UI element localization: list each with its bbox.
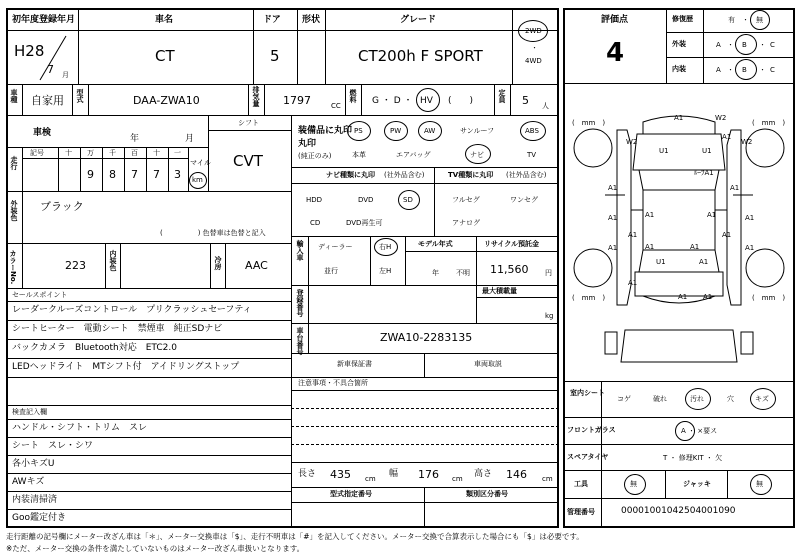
divider <box>253 8 254 84</box>
divider <box>6 509 291 510</box>
dim-unit: cm <box>452 475 463 483</box>
tire-mm-mark: ( mm ) <box>572 119 606 127</box>
footer-line-1: 走行距離の記号欄にメーター改ざん車は「＊」、メーター交換車は「$」、走行不明車は「#」を記入してください。メーター交換で合算表示した場合にも「$」は必要です。 <box>6 532 584 541</box>
divider <box>510 84 511 115</box>
divider <box>6 339 291 340</box>
divider <box>88 84 89 115</box>
divider <box>225 243 226 288</box>
divider <box>665 470 666 498</box>
tv-item: ワンセグ <box>510 196 538 204</box>
tire-mm-mark: ( mm ) <box>572 294 606 302</box>
fuel-selected: HV <box>420 96 433 106</box>
repair-dot: ・ <box>742 16 749 24</box>
divider <box>434 167 435 236</box>
grade-value: CT200h F SPORT <box>358 47 483 65</box>
grade-option: B <box>742 41 747 49</box>
sales-point: バックカメラ Bluetooth対応 ETC2.0 <box>12 343 177 353</box>
divider <box>6 358 291 359</box>
mileage-digit: 9 <box>87 168 94 181</box>
km-label: km <box>192 176 203 184</box>
inspector-note: 各小キズU <box>12 459 55 469</box>
warranty-label: 新車保証書 <box>337 360 372 368</box>
repair-option: 有 <box>728 16 735 24</box>
divider <box>476 236 477 323</box>
damage-code: A1 <box>678 293 688 301</box>
divider <box>6 473 291 474</box>
digit-label: 十 <box>65 149 72 157</box>
class-no-label: 類別区分番号 <box>466 490 508 498</box>
tv-kind-sub: (社外品含む) <box>506 171 547 179</box>
divider <box>264 84 265 115</box>
divider <box>120 243 121 288</box>
damage-code: A1 <box>645 211 655 219</box>
divider <box>58 147 59 191</box>
reg-no-label: 登録番号 <box>296 289 304 317</box>
notes-label: 注意事項・不具合箇所 <box>298 379 368 387</box>
navi-item: HDD <box>306 196 323 204</box>
interior-label: 内装 <box>672 65 686 73</box>
damage-code: W2 <box>741 138 753 146</box>
grade-dot: ・ <box>759 66 766 74</box>
inspector-note: AWキズ <box>12 477 45 487</box>
tv-item: フルセグ <box>452 196 480 204</box>
divider <box>22 243 23 288</box>
interior-seat-label: 室内シート <box>570 389 605 397</box>
navi-kind-sub: (社外品含む) <box>384 171 425 179</box>
seat-option: 破れ <box>653 395 667 403</box>
navi-item: DVD <box>358 196 374 204</box>
divider <box>22 158 188 159</box>
disp-value: 1797 <box>283 94 311 107</box>
divider <box>308 285 309 353</box>
divider <box>291 167 559 168</box>
left-h: 左H <box>379 267 392 275</box>
drive-4wd: 4WD <box>525 57 542 65</box>
model-year-label: モデル年式 <box>418 240 453 248</box>
divider <box>22 147 23 191</box>
divider <box>291 285 559 286</box>
tire-front-right <box>746 129 784 167</box>
fuel-paren: ( ) <box>448 96 474 106</box>
aircon-label: 冷房 <box>214 256 222 270</box>
divider <box>563 83 795 84</box>
capacity-label: 定員 <box>498 89 506 103</box>
equip-item: PS <box>354 127 363 135</box>
width-label: 幅 <box>389 469 399 479</box>
divider <box>6 320 291 321</box>
max-load-unit: kg <box>545 312 554 320</box>
shift-value: CVT <box>233 152 263 170</box>
right-h: 右H <box>379 243 392 251</box>
damage-code: A1 <box>645 243 655 251</box>
mgmt-value: 0000100104250400109​0 <box>621 506 736 516</box>
damage-code: A1 <box>707 211 717 219</box>
grade-option: C <box>770 41 775 49</box>
inspector-note: Goo鑑定付き <box>12 513 66 523</box>
insp-year-unit: 年 <box>130 134 140 144</box>
month-unit: 月 <box>62 71 69 79</box>
recycle-value: 11,560 <box>490 263 529 276</box>
divider <box>6 301 291 302</box>
equipment-label-2: 丸印 <box>298 139 317 149</box>
divider <box>6 405 291 406</box>
max-load-label: 最大積載量 <box>482 287 517 295</box>
color-no-value: 223 <box>65 259 86 272</box>
divider <box>6 243 291 244</box>
divider <box>424 487 425 528</box>
divider <box>494 84 495 115</box>
length-value: 435 <box>330 468 351 481</box>
damage-code: U1 <box>656 258 666 266</box>
seat-option: 汚れ <box>690 395 704 403</box>
fuel-label: 燃料 <box>349 89 357 103</box>
roof <box>643 190 715 250</box>
roof-note: ﾙｰﾌA1 <box>694 169 714 177</box>
divider <box>361 84 362 115</box>
repair-option: 無 <box>756 16 763 24</box>
divider <box>291 353 559 354</box>
score-label: 評価点 <box>601 15 629 25</box>
divider <box>208 115 209 191</box>
mgmt-label: 管理番号 <box>567 508 595 516</box>
shape-label: 形状 <box>302 15 321 25</box>
capacity-value: 5 <box>522 94 529 107</box>
manual-label: 車両取説 <box>474 360 502 368</box>
tire-rear-right <box>746 249 784 287</box>
divider <box>208 130 291 131</box>
divider <box>291 183 559 184</box>
divider <box>188 147 189 191</box>
model-year-year: 年 <box>432 269 439 277</box>
divider <box>666 8 667 83</box>
divider <box>6 147 208 148</box>
damage-code: A1 <box>628 279 638 287</box>
width-value: 176 <box>418 468 439 481</box>
glass-options: A ・ ×要ス <box>681 427 718 435</box>
exterior-label: 外装 <box>672 40 686 48</box>
divider <box>6 455 291 456</box>
record-label: 記号 <box>30 149 44 157</box>
divider <box>124 147 125 191</box>
divider <box>102 147 103 191</box>
sales-point: レーダークルーズコントロール プリクラッシュセーフティ <box>12 305 252 315</box>
door-value: 5 <box>270 47 280 65</box>
tv-item: アナログ <box>452 219 480 227</box>
color-label: 外装色 <box>10 200 18 221</box>
digit-label: 一 <box>174 149 181 157</box>
divider <box>6 377 291 378</box>
disp-unit: CC <box>331 102 341 110</box>
color-note: ( ) 色替車は色替と記入 <box>160 229 266 237</box>
disp-label: 排気量 <box>252 86 260 107</box>
tire-mm-mark: ( mm ) <box>752 294 786 302</box>
kind-value: 自家用 <box>31 94 64 107</box>
divider <box>146 147 147 191</box>
type-no-label: 型式指定番号 <box>330 490 372 498</box>
inspector-note: シート スレ・シワ <box>12 441 94 451</box>
inspector-note: ハンドル・シフト・トリム スレ <box>12 423 148 433</box>
sales-point: LEDヘッドライト MTシフト付 アイドリングストップ <box>12 362 240 372</box>
divider <box>168 147 169 191</box>
divider <box>72 84 73 115</box>
mileage-digit: 7 <box>131 168 138 181</box>
divider <box>308 236 309 285</box>
note-line <box>291 426 559 427</box>
model-year-value: 不明 <box>456 269 470 277</box>
chassis-label: 車台番号 <box>296 327 304 355</box>
divider <box>563 498 795 499</box>
divider <box>727 470 728 498</box>
divider <box>291 377 559 378</box>
inspector-note: 内装清掃済 <box>12 495 58 505</box>
mile-label: マイル <box>190 159 211 167</box>
grade-option: C <box>770 66 775 74</box>
divider <box>6 437 291 438</box>
model-label: 型式 <box>76 89 84 103</box>
drive-dot: ・ <box>531 44 538 52</box>
damage-code: W2 <box>626 138 638 146</box>
dim-unit: cm <box>365 475 376 483</box>
aircon-value: AAC <box>245 259 268 272</box>
divider <box>6 491 291 492</box>
dim-unit: cm <box>542 475 553 483</box>
divider <box>291 323 559 324</box>
import-label: 輸入車 <box>296 240 304 261</box>
footer-line-2: ※ただ、メーター交換の条件を満たしていないものはメーター改ざん車扱いとなります。 <box>6 544 305 553</box>
jack-label: ジャッキ <box>683 480 711 488</box>
left-right-divider <box>291 115 292 528</box>
digit-label: 千 <box>109 149 116 157</box>
row2-bottom <box>6 115 559 116</box>
damage-code: U1 <box>659 147 669 155</box>
damage-code: W2 <box>715 114 727 122</box>
divider <box>370 236 371 285</box>
tire-rear-left <box>574 249 612 287</box>
equip-item: サンルーフ <box>460 127 495 135</box>
tire-front-left <box>574 129 612 167</box>
divider <box>80 147 81 191</box>
color-value: ブラック <box>40 200 84 213</box>
first-reg-label: 初年度登録年月 <box>12 15 76 25</box>
divider <box>6 419 291 420</box>
damage-code: U1 <box>702 147 712 155</box>
sales-point: シートヒーター 電動シート 禁煙車 純正SDナビ <box>12 324 223 334</box>
divider <box>22 84 23 115</box>
divider <box>105 243 106 288</box>
divider <box>291 236 559 237</box>
equip-item: PW <box>390 127 402 135</box>
mileage-digit: 7 <box>153 168 160 181</box>
equip-item: 本革 <box>352 151 366 159</box>
first-reg-era: H28 <box>14 42 45 60</box>
insp-month-unit: 月 <box>185 134 195 144</box>
first-reg-month: 7 <box>47 63 54 76</box>
height-label: 高さ <box>474 469 493 479</box>
divider <box>297 8 298 84</box>
parallel-label: 並行 <box>324 267 338 275</box>
mileage-label: 走行 <box>10 156 18 170</box>
divider <box>22 191 23 243</box>
navi-item: SD <box>403 196 413 204</box>
color-no-label: カラーNo. <box>9 250 17 285</box>
damage-code: A1 <box>674 114 684 122</box>
equipment-label: 装備品に丸印 <box>298 126 353 136</box>
sales-points-label: セールスポイント <box>12 291 68 299</box>
car-diagram <box>565 100 793 368</box>
chassis-value: ZWA10-2283135 <box>380 331 473 344</box>
grade-dot: ・ <box>759 41 766 49</box>
mileage-digit: 8 <box>109 168 116 181</box>
divider <box>666 32 795 33</box>
grade-dot: ・ <box>727 41 734 49</box>
height-value: 146 <box>506 468 527 481</box>
divider <box>248 84 249 115</box>
tools-value: 無 <box>630 480 637 488</box>
repair-label: 修復歴 <box>672 15 693 23</box>
divider <box>291 502 559 503</box>
digit-label: 万 <box>87 149 94 157</box>
jack-value: 無 <box>756 480 763 488</box>
grade-option: B <box>742 66 747 74</box>
digit-label: 百 <box>131 149 138 157</box>
score-value: 4 <box>606 38 625 68</box>
header-divider <box>6 30 559 31</box>
divider <box>563 417 795 418</box>
interior-color-label: 内装色 <box>109 250 117 271</box>
equip-item: ABS <box>525 127 539 135</box>
inspection-label: 車検 <box>33 128 52 138</box>
divider <box>291 487 559 488</box>
capacity-unit: 人 <box>542 102 549 110</box>
divider <box>703 8 704 83</box>
divider <box>405 236 406 285</box>
divider <box>291 462 559 463</box>
divider <box>405 251 559 252</box>
divider <box>512 8 513 84</box>
equip-item: TV <box>527 151 537 159</box>
model-value: DAA-ZWA10 <box>133 94 200 107</box>
recycle-unit: 円 <box>545 269 552 277</box>
divider <box>345 84 346 115</box>
seat-option: 穴 <box>727 395 734 403</box>
spare-label: スペアタイヤ <box>567 453 609 461</box>
damage-code: A1 <box>699 258 709 266</box>
divider <box>563 470 795 471</box>
navi-item: DVD再生可 <box>346 219 383 227</box>
fuel-options: G ・ D ・ <box>372 96 413 106</box>
damage-code: A1 <box>745 214 755 222</box>
dealer-label: ディーラー <box>318 243 353 251</box>
divider <box>476 297 559 298</box>
inspector-label: 検査記入欄 <box>12 408 47 416</box>
divider <box>78 8 79 84</box>
seat-option: キズ <box>755 395 769 403</box>
spare-options: T ・ 修理KIT ・ 欠 <box>663 454 723 462</box>
damage-code: A1 <box>628 231 638 239</box>
seat-option: コゲ <box>617 395 631 403</box>
divider <box>563 381 795 382</box>
equipment-sublabel: (純正のみ) <box>298 152 332 160</box>
undercarriage <box>621 330 737 362</box>
tv-kind-label: TV種類に丸印 <box>448 171 494 179</box>
divider <box>210 243 211 288</box>
tire-mm-mark: ( mm ) <box>752 119 786 127</box>
digit-label: 十 <box>153 149 160 157</box>
door-label: ドア <box>263 15 281 25</box>
tools-label: 工具 <box>574 480 588 488</box>
damage-code: A1 <box>608 244 618 252</box>
grade-option: A <box>716 66 721 74</box>
divider <box>6 191 291 192</box>
car-name-value: CT <box>155 47 175 65</box>
grade-option: A <box>716 41 721 49</box>
damage-code: A1 <box>745 244 755 252</box>
divider <box>563 444 795 445</box>
navi-item: CD <box>310 219 321 227</box>
drive-2wd: 2WD <box>525 27 542 35</box>
name-label: 車名 <box>155 15 174 25</box>
divider <box>666 57 795 58</box>
damage-code: A1 <box>690 243 700 251</box>
navi-kind-label: ナビ種類に丸印 <box>326 171 375 179</box>
equip-item: ナビ <box>470 151 484 159</box>
shift-label: シフト <box>238 119 259 127</box>
grade-label: グレード <box>400 15 437 25</box>
length-label: 長さ <box>298 469 317 479</box>
equip-item: AW <box>424 127 436 135</box>
damage-code: A1 <box>608 184 618 192</box>
right-side <box>727 130 741 305</box>
mileage-digit: 3 <box>174 168 181 181</box>
damage-code: A1 <box>730 184 740 192</box>
divider <box>291 390 559 391</box>
divider <box>424 353 425 377</box>
divider <box>325 8 326 84</box>
recycle-label: リサイクル預託金 <box>484 240 540 248</box>
damage-code: A1 <box>722 133 732 141</box>
damage-code: A1 <box>608 214 618 222</box>
damage-code: A1 <box>703 293 713 301</box>
damage-code: A1 <box>722 231 732 239</box>
grade-dot: ・ <box>727 66 734 74</box>
glass-label: フロントガラス <box>567 426 616 434</box>
equip-item: エアバッグ <box>396 151 431 159</box>
kind-label: 車種 <box>10 89 18 103</box>
note-line <box>291 444 559 445</box>
divider <box>6 288 291 289</box>
note-line <box>291 408 559 409</box>
